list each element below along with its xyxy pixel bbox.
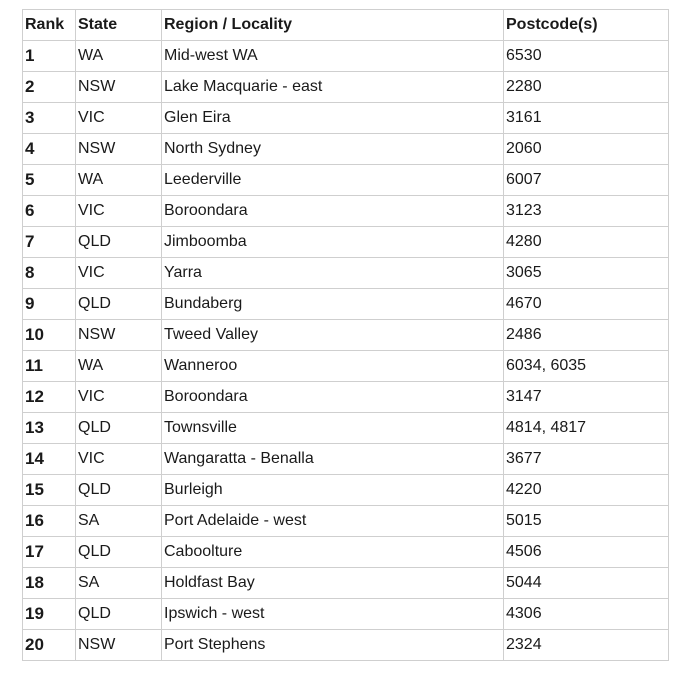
cell-state: VIC xyxy=(76,196,162,227)
table-row xyxy=(23,227,669,258)
table-row xyxy=(23,320,669,351)
cell-rank: 1 xyxy=(23,41,76,72)
table-row xyxy=(23,72,669,103)
cell-state: SA xyxy=(76,568,162,599)
cell-rank: 10 xyxy=(23,320,76,351)
cell-rank: 12 xyxy=(23,382,76,413)
table-row xyxy=(23,537,669,568)
cell-state: NSW xyxy=(76,630,162,661)
table-row xyxy=(23,289,669,320)
cell-rank: 9 xyxy=(23,289,76,320)
table-row xyxy=(23,475,669,506)
cell-region: Caboolture xyxy=(162,537,504,568)
header-rank: Rank xyxy=(23,10,76,41)
cell-rank: 5 xyxy=(23,165,76,196)
cell-postcodes: 2324 xyxy=(504,630,669,661)
cell-region: Bundaberg xyxy=(162,289,504,320)
cell-postcodes: 4280 xyxy=(504,227,669,258)
cell-postcodes: 4306 xyxy=(504,599,669,630)
cell-rank: 3 xyxy=(23,103,76,134)
cell-region: Yarra xyxy=(162,258,504,289)
cell-state: WA xyxy=(76,41,162,72)
cell-region: Burleigh xyxy=(162,475,504,506)
table-row xyxy=(23,599,669,630)
cell-state: NSW xyxy=(76,134,162,165)
table-row xyxy=(23,382,669,413)
cell-postcodes: 4220 xyxy=(504,475,669,506)
cell-postcodes: 4814, 4817 xyxy=(504,413,669,444)
cell-state: NSW xyxy=(76,72,162,103)
cell-postcodes: 6007 xyxy=(504,165,669,196)
cell-rank: 17 xyxy=(23,537,76,568)
cell-state: QLD xyxy=(76,599,162,630)
cell-region: North Sydney xyxy=(162,134,504,165)
cell-postcodes: 2280 xyxy=(504,72,669,103)
cell-rank: 8 xyxy=(23,258,76,289)
cell-postcodes: 4506 xyxy=(504,537,669,568)
cell-state: VIC xyxy=(76,444,162,475)
cell-state: QLD xyxy=(76,537,162,568)
cell-region: Boroondara xyxy=(162,196,504,227)
cell-rank: 16 xyxy=(23,506,76,537)
header-region: Region / Locality xyxy=(162,10,504,41)
table-row xyxy=(23,413,669,444)
cell-state: QLD xyxy=(76,227,162,258)
table-row xyxy=(23,103,669,134)
cell-postcodes: 3123 xyxy=(504,196,669,227)
cell-region: Mid-west WA xyxy=(162,41,504,72)
table-row xyxy=(23,196,669,227)
table-row xyxy=(23,258,669,289)
cell-rank: 13 xyxy=(23,413,76,444)
table-row xyxy=(23,506,669,537)
cell-state: VIC xyxy=(76,258,162,289)
table-body xyxy=(23,41,669,661)
cell-postcodes: 6530 xyxy=(504,41,669,72)
table-row xyxy=(23,630,669,661)
cell-postcodes: 2060 xyxy=(504,134,669,165)
cell-region: Leederville xyxy=(162,165,504,196)
cell-postcodes: 5015 xyxy=(504,506,669,537)
cell-state: QLD xyxy=(76,413,162,444)
cell-rank: 14 xyxy=(23,444,76,475)
cell-rank: 11 xyxy=(23,351,76,382)
cell-region: Tweed Valley xyxy=(162,320,504,351)
cell-rank: 15 xyxy=(23,475,76,506)
table-row xyxy=(23,134,669,165)
header-row xyxy=(23,10,669,41)
cell-state: VIC xyxy=(76,382,162,413)
cell-state: WA xyxy=(76,165,162,196)
cell-postcodes: 6034, 6035 xyxy=(504,351,669,382)
cell-rank: 2 xyxy=(23,72,76,103)
cell-rank: 20 xyxy=(23,630,76,661)
cell-state: QLD xyxy=(76,475,162,506)
cell-region: Holdfast Bay xyxy=(162,568,504,599)
cell-rank: 4 xyxy=(23,134,76,165)
cell-region: Jimboomba xyxy=(162,227,504,258)
ranking-table xyxy=(22,9,669,661)
table-row xyxy=(23,444,669,475)
cell-postcodes: 4670 xyxy=(504,289,669,320)
cell-postcodes: 5044 xyxy=(504,568,669,599)
cell-region: Port Adelaide - west xyxy=(162,506,504,537)
cell-state: WA xyxy=(76,351,162,382)
cell-state: NSW xyxy=(76,320,162,351)
header-state: State xyxy=(76,10,162,41)
cell-region: Wangaratta - Benalla xyxy=(162,444,504,475)
cell-postcodes: 3065 xyxy=(504,258,669,289)
cell-region: Wanneroo xyxy=(162,351,504,382)
cell-rank: 6 xyxy=(23,196,76,227)
table-row xyxy=(23,165,669,196)
cell-postcodes: 3677 xyxy=(504,444,669,475)
table-row xyxy=(23,41,669,72)
cell-region: Port Stephens xyxy=(162,630,504,661)
table-row xyxy=(23,351,669,382)
cell-region: Ipswich - west xyxy=(162,599,504,630)
cell-region: Boroondara xyxy=(162,382,504,413)
cell-postcodes: 3161 xyxy=(504,103,669,134)
cell-postcodes: 2486 xyxy=(504,320,669,351)
cell-rank: 19 xyxy=(23,599,76,630)
cell-region: Lake Macquarie - east xyxy=(162,72,504,103)
cell-state: VIC xyxy=(76,103,162,134)
cell-state: SA xyxy=(76,506,162,537)
cell-rank: 7 xyxy=(23,227,76,258)
cell-rank: 18 xyxy=(23,568,76,599)
cell-postcodes: 3147 xyxy=(504,382,669,413)
table-row xyxy=(23,568,669,599)
header-postcodes: Postcode(s) xyxy=(504,10,669,41)
cell-state: QLD xyxy=(76,289,162,320)
cell-region: Glen Eira xyxy=(162,103,504,134)
cell-region: Townsville xyxy=(162,413,504,444)
